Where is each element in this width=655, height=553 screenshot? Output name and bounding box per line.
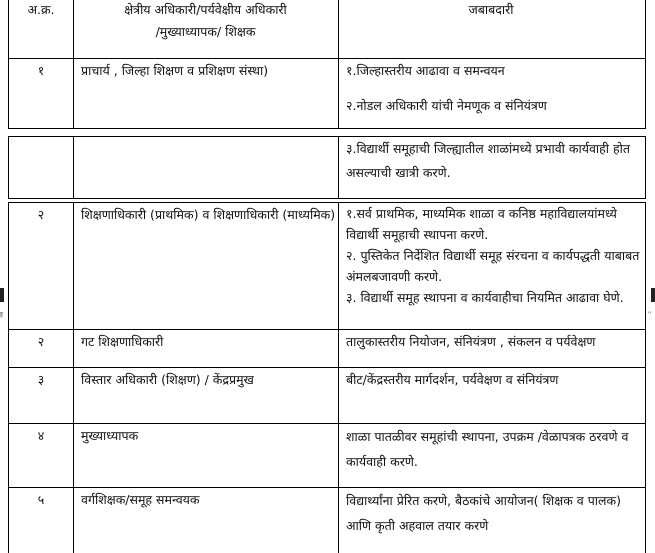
row-5-sno: ४ [37,428,45,443]
header-officer-line2: /मुख्याध्यापक/ शिक्षक [155,24,256,39]
row-6-duty: विद्यार्थ्यांना प्रेरित करणे, बैठकांचे आयोजन( शिक्षक व पालक) आणि कृती अहवाल तयार करणे [346,493,621,533]
row-6-officer: वर्गशिक्षक/समूह समन्वयक [81,492,200,507]
row-1b-duty-3: ३.विद्यार्थी समूहाची जिल्ह्यातील शाळांमध्ये प्रभावी कार्यवाही होत असल्याची खात्री करणे. [346,141,631,180]
row-4-officer: विस्तार अधिकारी (शिक्षण) / केंद्रप्रमुख [81,372,254,387]
row-1-sno: १ [37,63,45,78]
header-duty: जबाबदारी [468,2,514,17]
right-margin-mark [651,288,655,302]
table-segment-top [8,0,646,129]
row-3-duty: तालुकास्तरीय नियोजन, संनियंत्रण , संकलन व पर्यवेक्षण [346,334,596,349]
table-segment-continuation [8,136,646,199]
row-2-officer: शिक्षणाधिकारी (प्राथमिक) व शिक्षणाधिकारी (माध्यमिक) [81,207,336,222]
row-1-duty-1: १.जिल्हास्तरीय आढावा व समन्वयन [346,63,505,78]
column-divider [73,203,74,553]
row-1-duty-2: २.नोडल अधिकारी यांची नेमणूक व संनियंत्रण [346,98,547,113]
right-margin-glyph: '' [648,311,652,318]
column-divider [73,137,74,198]
row-6-sno: ५ [37,492,45,507]
row-1-officer: प्राचार्य , जिल्हा शिक्षण व प्रशिक्षण संस्था) [81,63,269,78]
row-4-sno: ३ [37,372,45,387]
column-divider [338,203,339,553]
row-2-duty-2: २. पुस्तिकेत निर्देशित विद्यार्थी समूह संरचना व कार्यपद्धती याबाबत अंमलबजावणी करणे. [346,248,640,284]
row-3-officer: गट शिक्षणाधिकारी [81,334,164,349]
row-4-duty: बीट/केंद्रस्तरीय मार्गदर्शन, पर्यवेक्षण व संनियंत्रण [346,372,559,387]
row-5-officer: मुख्याध्यापक [81,428,139,443]
row-5-duty: शाळा पातळीवर समूहांची स्थापना, उपक्रम /वेळापत्रक ठरवणे व कार्यवाही करणे. [346,429,629,469]
table-segment-bottom [8,202,646,553]
row-2-duty-3: ३. विद्यार्थी समूह स्थापना व कार्यवाहीचा नियमित आढावा घेणे. [346,290,624,305]
row-2-duty-1: १.सर्व प्राथमिक, माध्यमिक शाळा व कनिष्ठ महाविद्यालयांमध्ये विद्यार्थी समूहाची स्थापना करणे. [346,206,617,242]
row-2-sno: २ [37,207,45,222]
row-3-sno: २ [37,334,45,349]
left-margin-glyph: ट्ट [0,311,3,318]
column-divider [338,137,339,198]
left-margin-mark [0,288,4,302]
header-sno: अ.क्र. [27,2,55,17]
header-officer-line1: क्षेत्रीय अधिकारी/पर्यवेक्षीय अधिकारी [124,2,287,17]
